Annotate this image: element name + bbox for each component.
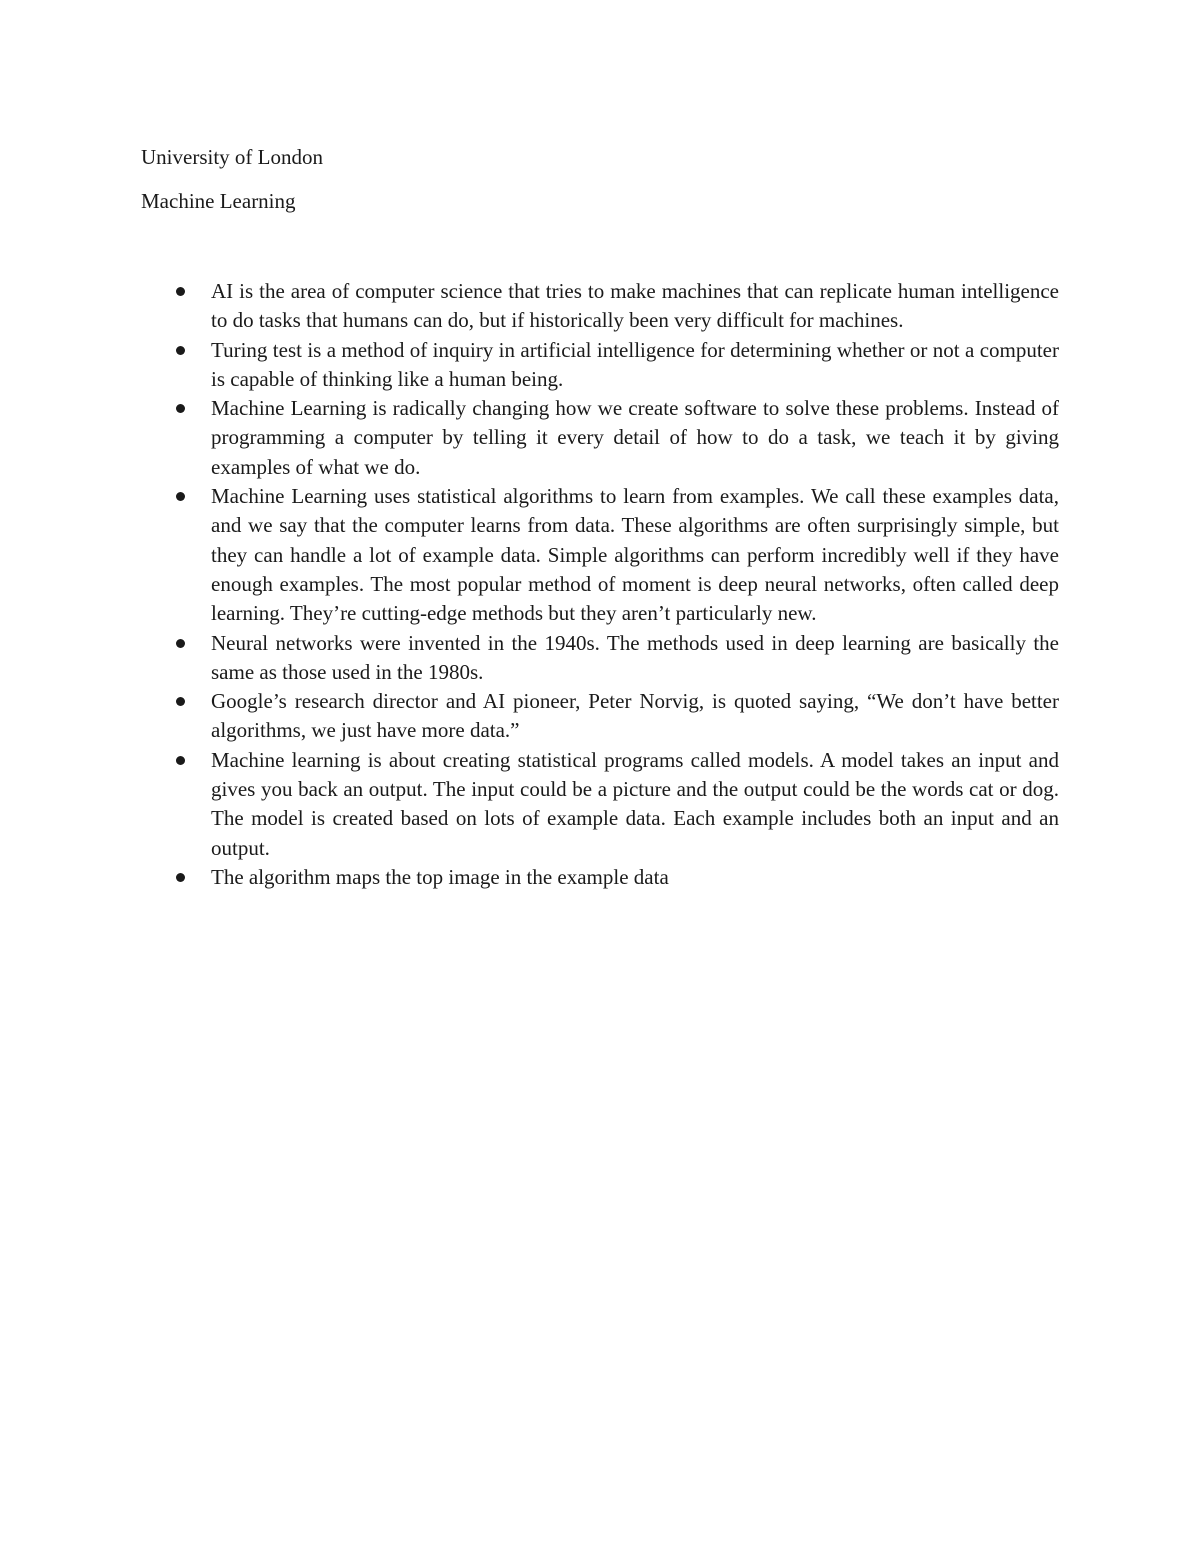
bullet-text: Turing test is a method of inquiry in artificial intelligence for determining whether or not a computer is capable of thinking like a human being. (211, 337, 1059, 391)
bullet-item (141, 746, 1059, 863)
bullet-dot-icon (176, 756, 185, 765)
bullet-dot-icon (176, 346, 185, 355)
bullet-text: The algorithm maps the top image in the example data (211, 864, 669, 889)
bullet-text: AI is the area of computer science that tries to make machines that can replicate human intelligence to do tasks that humans can do, but if historically been very difficult for machines. (211, 279, 1059, 333)
institution-name: University of London (141, 145, 323, 169)
bullet-dot-icon (176, 639, 185, 648)
bullet-text: Machine Learning uses statistical algorithms to learn from examples. We call these examples data, and we say that the computer learns from data. These algorithms are often surprisingly simple, but they can handle a lot of example data. Simple algorithms can perform incredibly well if they have enough examples. The most popular method of moment is deep neural networks, often called deep learning. They’re cutting-edge methods but they aren’t particularly new. (211, 484, 1059, 626)
bullet-dot-icon (176, 492, 185, 501)
bullet-text: Neural networks were invented in the 1940s. The methods used in deep learning are basically the same as those used in the 1980s. (211, 630, 1059, 684)
bullet-item (141, 336, 1059, 395)
course-title: Machine Learning (141, 189, 296, 213)
bullet-item (141, 394, 1059, 482)
bullet-dot-icon (176, 404, 185, 413)
bullet-item (141, 277, 1059, 336)
notes-bullet-list (141, 277, 1059, 892)
bullet-item (141, 482, 1059, 628)
bullet-text: Machine Learning is radically changing how we create software to solve these problems. Instead of programming a computer by telling it every detail of how to do a task, we teach it by giving examples of what we do. (211, 396, 1059, 479)
bullet-item (141, 629, 1059, 688)
bullet-item (141, 687, 1059, 746)
bullet-text: Google’s research director and AI pioneer, Peter Norvig, is quoted saying, “We don’t have better algorithms, we just have more data.” (211, 689, 1059, 743)
bullet-dot-icon (176, 697, 185, 706)
bullet-dot-icon (176, 873, 185, 882)
bullet-item (141, 863, 1059, 892)
bullet-dot-icon (176, 287, 185, 296)
bullet-text: Machine learning is about creating statistical programs called models. A model takes an input and gives you back an output. The input could be a picture and the output could be the words cat or dog. The model is created based on lots of example data. Each example includes both an input and an output. (211, 747, 1059, 860)
